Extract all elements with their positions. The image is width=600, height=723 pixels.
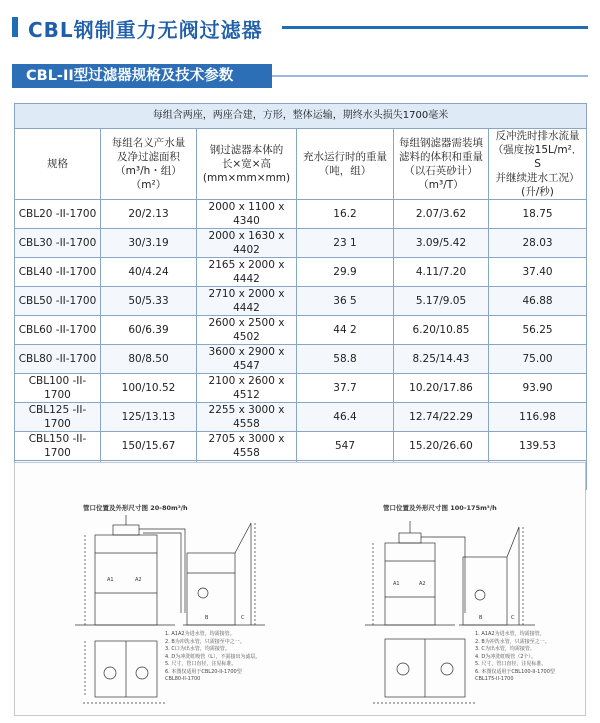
cell-weight: 36 5 — [297, 287, 394, 316]
cell-model: CBL50 -II-1700 — [15, 287, 101, 316]
col-header-capacity: 每组名义产水量 及净过滤面积 （m³/h・组）（m²） — [101, 129, 197, 200]
cell-weight: 547 — [297, 432, 394, 461]
cell-dimensions: 3600 x 2900 x 4547 — [197, 345, 297, 374]
table-header-row — [15, 129, 587, 200]
right-label-a1: A1 — [393, 581, 400, 587]
right-diagram-title: 管口位置及外形尺寸图 100-175m³/h — [383, 504, 497, 512]
cell-model: CBL30 -II-1700 — [15, 229, 101, 258]
table-row — [15, 403, 587, 432]
cell-capacity: 100/10.52 — [101, 374, 197, 403]
cell-backwash: 28.03 — [489, 229, 587, 258]
cell-weight: 58.8 — [297, 345, 394, 374]
cell-model: CBL20 -II-1700 — [15, 200, 101, 229]
cell-weight: 29.9 — [297, 258, 394, 287]
right-label-c: C — [511, 615, 515, 621]
cell-backwash: 93.90 — [489, 374, 587, 403]
cell-model: CBL40 -II-1700 — [15, 258, 101, 287]
cell-model: CBL100 -II-1700 — [15, 374, 101, 403]
col-header-model: 规格 — [15, 129, 101, 200]
col-header-filter-media: 每组钢滤器需装填 滤料的体积和重量 （以石英砂计） （m³/T） — [394, 129, 489, 200]
cell-filter-media: 3.09/5.42 — [394, 229, 489, 258]
cell-dimensions: 2165 x 2000 x 4442 — [197, 258, 297, 287]
table-row — [15, 374, 587, 403]
left-diagram-title: 管口位置及外形尺寸图 20-80m³/h — [83, 504, 188, 512]
cell-capacity: 60/6.39 — [101, 316, 197, 345]
cell-backwash: 75.00 — [489, 345, 587, 374]
cell-weight: 23 1 — [297, 229, 394, 258]
left-label-a2: A2 — [135, 577, 142, 583]
table-row — [15, 200, 587, 229]
cell-capacity: 20/2.13 — [101, 200, 197, 229]
cell-weight: 16.2 — [297, 200, 394, 229]
right-diagram-notes: 1. A1A2为进水管，均需接管。 2. B为冲洗水管，只需接至之一。 3. C为出水管，均需接管。 4. D为冲洗虹吸管（2个）。 5. 尺寸，管口直径，注见标准。 6. 本图仅适用于CBL100-II-1700型 CBL175-II-1700 — [475, 631, 555, 682]
cell-filter-media: 5.17/9.05 — [394, 287, 489, 316]
table-note-row — [15, 104, 587, 129]
col-header-backwash: 反冲洗时排水流量 （强度按15L/m²．S 并继续进水工况） (升/秒) — [489, 129, 587, 200]
cell-weight: 44 2 — [297, 316, 394, 345]
cell-filter-media: 15.20/26.60 — [394, 432, 489, 461]
cell-backwash: 116.98 — [489, 403, 587, 432]
cell-capacity: 40/4.24 — [101, 258, 197, 287]
page-header — [12, 12, 588, 42]
page-title: CBL钢制重力无阀过滤器 — [28, 18, 263, 42]
cell-dimensions: 2600 x 2500 x 4502 — [197, 316, 297, 345]
section-rule — [272, 75, 588, 77]
right-label-b: B — [479, 615, 483, 621]
table-row — [15, 287, 587, 316]
cell-weight: 37.7 — [297, 374, 394, 403]
cell-model: CBL60 -II-1700 — [15, 316, 101, 345]
table-row — [15, 345, 587, 374]
section-header — [12, 64, 588, 88]
cell-filter-media: 6.20/10.85 — [394, 316, 489, 345]
cell-backwash: 139.53 — [489, 432, 587, 461]
col-header-weight: 充水运行时的重量 （吨，组） — [297, 129, 394, 200]
left-label-c: C — [241, 615, 245, 621]
cell-filter-media: 2.07/3.62 — [394, 200, 489, 229]
cell-backwash: 46.88 — [489, 287, 587, 316]
cell-backwash: 18.75 — [489, 200, 587, 229]
table-row — [15, 432, 587, 461]
spec-table — [14, 103, 587, 490]
cell-dimensions: 2100 x 2600 x 4512 — [197, 374, 297, 403]
table-note: 每组含两座，两座合建，方形，整体运输，期终水头损失1700毫米 — [15, 104, 587, 129]
table-row — [15, 316, 587, 345]
cell-model: CBL150 -II-1700 — [15, 432, 101, 461]
header-rule — [282, 26, 588, 29]
table-row — [15, 258, 587, 287]
right-label-a2: A2 — [419, 581, 426, 587]
cell-weight: 46.4 — [297, 403, 394, 432]
cell-capacity: 150/15.67 — [101, 432, 197, 461]
left-label-a1: A1 — [107, 577, 114, 583]
diagram-panel — [14, 462, 586, 716]
cell-dimensions: 2255 x 3000 x 4558 — [197, 403, 297, 432]
table-row — [15, 229, 587, 258]
cell-capacity: 50/5.33 — [101, 287, 197, 316]
col-header-dimensions: 钢过滤器本体的 长×宽×高 (mm×mm×mm) — [197, 129, 297, 200]
cell-model: CBL80 -II-1700 — [15, 345, 101, 374]
section-title: CBL-II型过滤器规格及技术参数 — [12, 64, 272, 88]
cell-dimensions: 2000 x 1100 x 4340 — [197, 200, 297, 229]
cell-model: CBL125 -II-1700 — [15, 403, 101, 432]
cell-backwash: 37.40 — [489, 258, 587, 287]
left-label-b: B — [205, 615, 209, 621]
header-marker — [12, 17, 18, 37]
left-diagram-notes: 1. A1A2为进水管，均需接管。 2. B为冲洗水管，只需接至中之一。 3. C口为出水管，均需接管。 4. D为冲洗虹吸管（L），不需接出为滤层。 5. 尺寸，管口直径，注见标准。 6. 本图仅适用于CBL20-II-1700型 CBL80-II-1700 — [165, 631, 261, 682]
cell-dimensions: 2710 x 2000 x 4442 — [197, 287, 297, 316]
cell-filter-media: 10.20/17.86 — [394, 374, 489, 403]
cell-dimensions: 2705 x 3000 x 4558 — [197, 432, 297, 461]
cell-filter-media: 4.11/7.20 — [394, 258, 489, 287]
cell-filter-media: 12.74/22.29 — [394, 403, 489, 432]
cell-capacity: 125/13.13 — [101, 403, 197, 432]
cell-capacity: 80/8.50 — [101, 345, 197, 374]
cell-filter-media: 8.25/14.43 — [394, 345, 489, 374]
cell-backwash: 56.25 — [489, 316, 587, 345]
table-body — [15, 200, 587, 490]
cell-dimensions: 2000 x 1630 x 4402 — [197, 229, 297, 258]
cell-capacity: 30/3.19 — [101, 229, 197, 258]
